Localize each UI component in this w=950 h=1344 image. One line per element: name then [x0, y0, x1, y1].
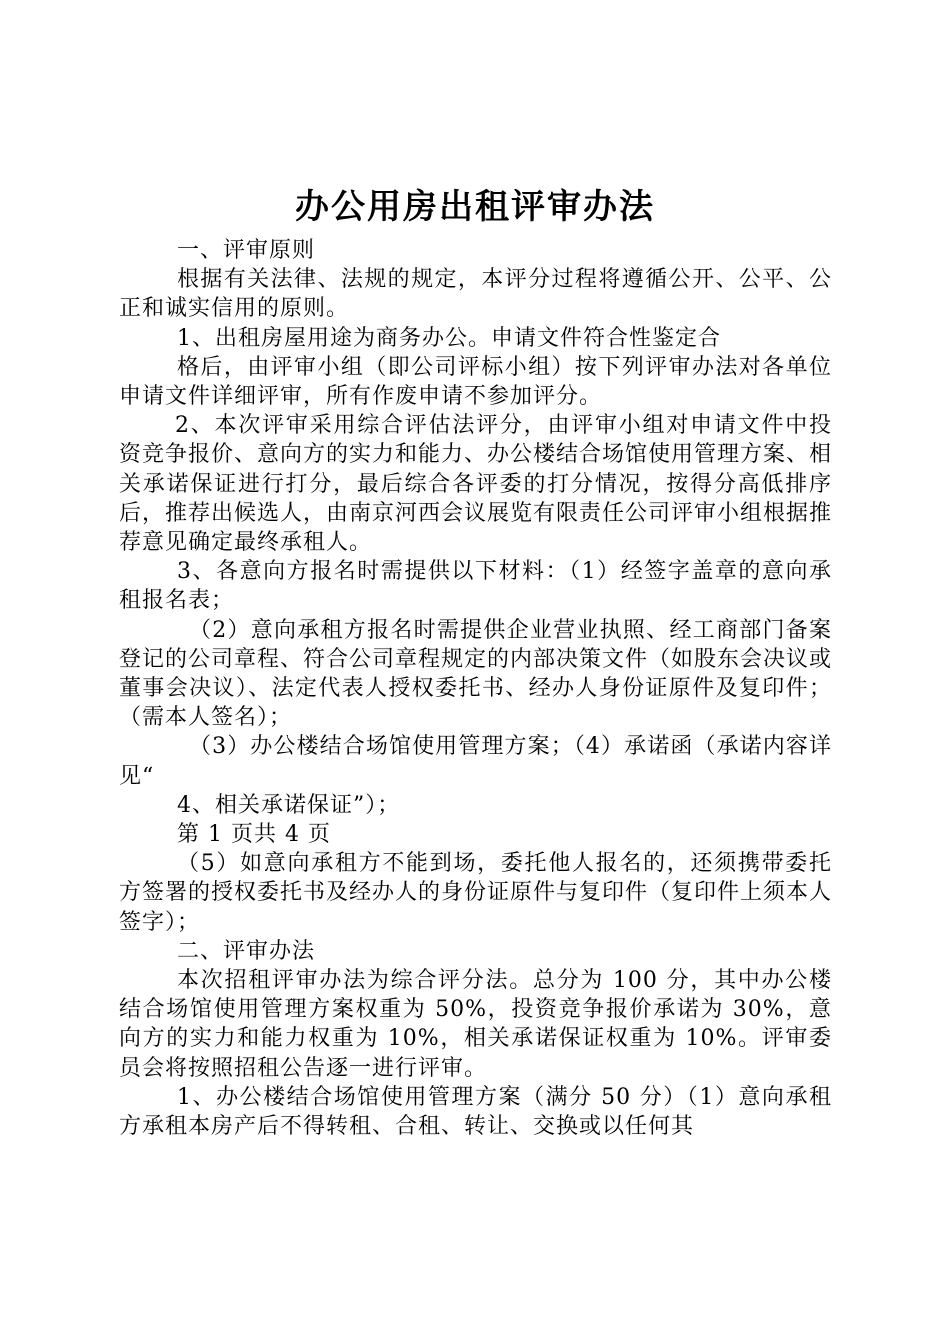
paragraph: 格后，由评审小组（即公司评标小组）按下列评审办法对各单位申请文件详细评审，所有作废申请不参加评分。	[119, 354, 832, 410]
paragraph: 1、办公楼结合场馆使用管理方案（满分 50 分）（1）意向承租方承租本房产后不得转租、合租、转让、交换或以任何其	[119, 1084, 832, 1140]
section-heading: 一、评审原则	[177, 238, 316, 263]
paragraph: 4、相关承诺保证”）；	[177, 792, 401, 818]
paragraph: 3、各意向方报名时需提供以下材料：（1）经签字盖章的意向承租报名表；	[119, 559, 832, 614]
paragraph: 2、本次评审采用综合评估法评分，由评审小组对申请文件中投资竞争报价、意向方的实力和能力、办公楼结合场馆使用管理方案、相关承诺保证进行打分，最后综合各评委的打分情况，按得分高低排序后，推荐出候选人，由南京河西会议展览有限责任公司评审小组根据推荐意见确定最终承租人。	[119, 413, 833, 556]
paragraph: （5）如意向承租方不能到场，委托他人报名的，还须携带委托方签署的授权委托书及经办人的身份证原件与复印件（复印件上须本人签字）；	[119, 851, 833, 935]
paragraph: 本次招租评审办法为综合评分法。总分为 100 分，其中办公楼结合场馆使用管理方案权重为 50%，投资竞争报价承诺为 30%，意向方的实力和能力权重为 10%，相关承诺保证权重为 10%。评审委员会将按照招租公告逐一进行评审。	[119, 968, 832, 1081]
paragraph: （2）意向承租方报名时需提供企业营业执照、经工商部门备案登记的公司章程、符合公司章程规定的内部决策文件（如股东会决议或董事会决议）、法定代表人授权委托书、经办人身份证原件及复印件；（需本人签名）；	[119, 617, 833, 731]
document-title: 办公用房出租评审办法	[295, 187, 655, 227]
document-body	[119, 236, 832, 1141]
section-heading: 二、评审办法	[177, 938, 316, 964]
paragraph: 1、出租房屋用途为商务办公。申请文件符合性鉴定合	[177, 325, 721, 351]
page-number: 第 1 页共 4 页	[177, 822, 331, 848]
paragraph: 根据有关法律、法规的规定，本评分过程将遵循公开、公平、公正和诚实信用的原则。	[119, 267, 832, 322]
paragraph: （3）办公楼结合场馆使用管理方案；（4）承诺函（承诺内容详见“	[119, 734, 832, 789]
